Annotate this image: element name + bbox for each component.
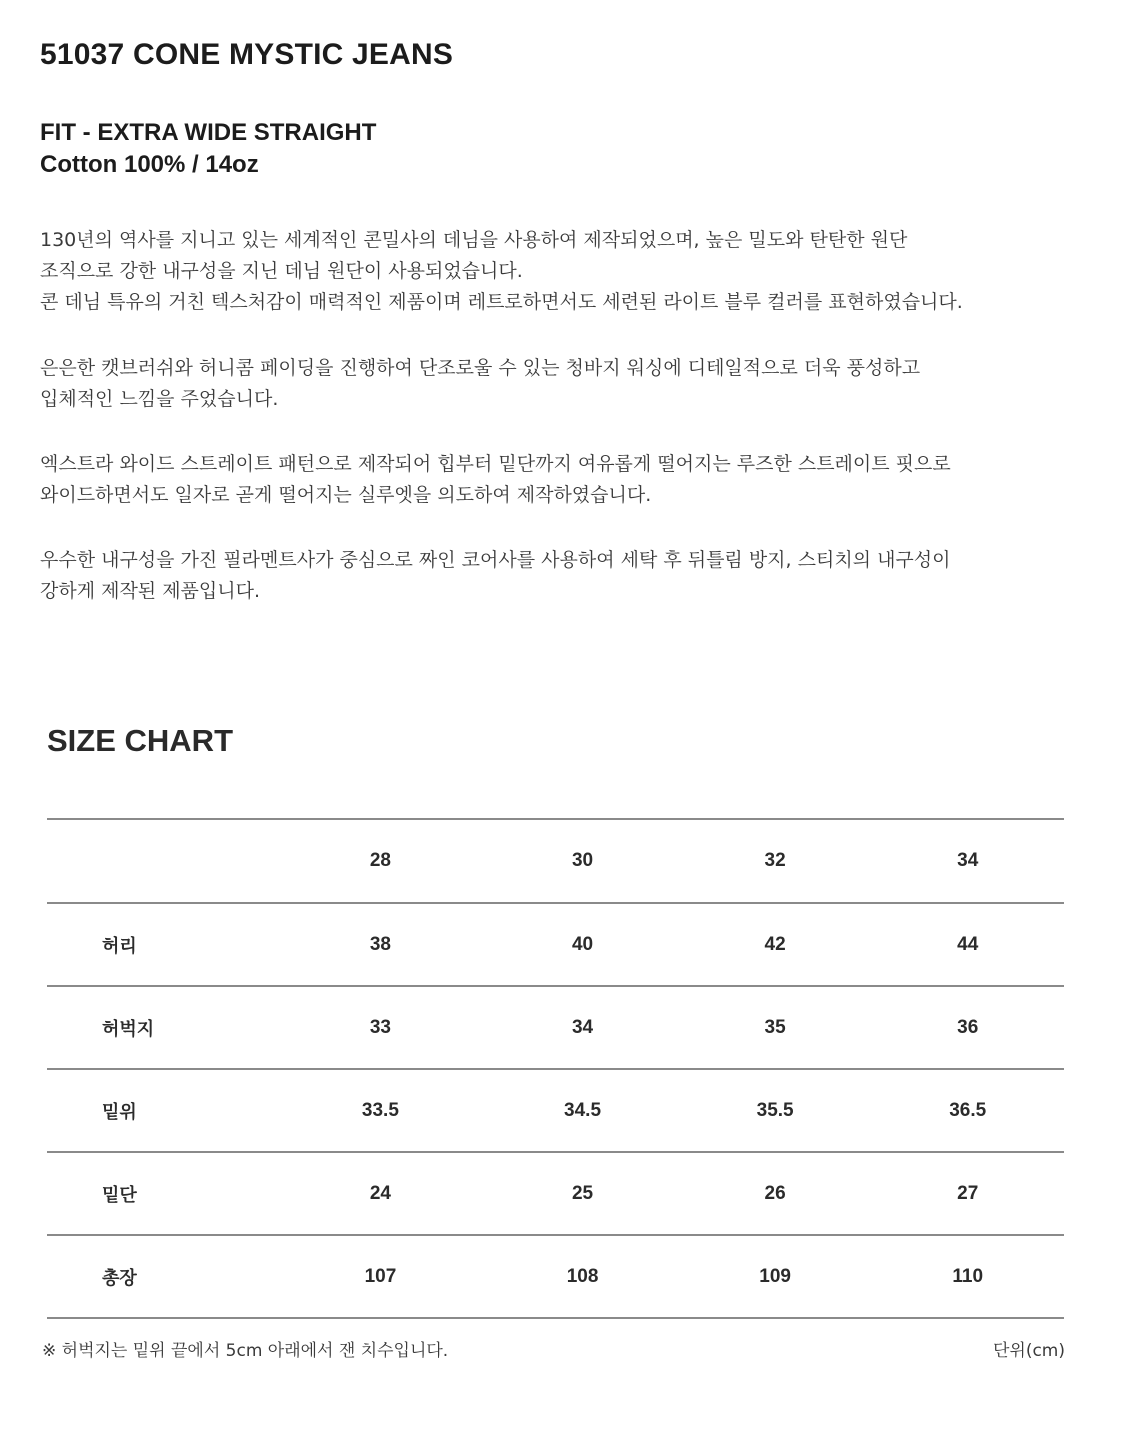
table-cell: 36 [871,986,1064,1069]
table-row-thigh [47,986,1064,1069]
table-row-length [47,1235,1064,1318]
table-cell: 33 [275,986,487,1069]
description-line: 우수한 내구성을 가진 필라멘트사가 중심으로 짜인 코어사를 사용하여 세탁 후 뒤틀림 방지, 스티치의 내구성이 [40,549,951,571]
size-chart-table [47,818,1064,1319]
size-header-30: 30 [486,819,679,903]
table-cell: 109 [679,1235,872,1318]
table-cell: 110 [871,1235,1064,1318]
row-label-thigh: 허벅지 [47,986,275,1069]
size-chart-title: SIZE CHART [47,723,233,758]
table-cell: 36.5 [871,1069,1064,1152]
measurement-footnote: ※ 허벅지는 밑위 끝에서 5cm 아래에서 잰 치수입니다. [42,1341,449,1361]
row-label-length: 총장 [47,1235,275,1318]
row-label-waist: 허리 [47,903,275,986]
table-cell: 34.5 [486,1069,679,1152]
table-row-hem [47,1152,1064,1235]
table-cell: 35 [679,986,872,1069]
row-label-rise: 밑위 [47,1069,275,1152]
table-cell: 40 [486,903,679,986]
fit-spec: FIT - EXTRA WIDE STRAIGHT [40,119,377,146]
description-line: 조직으로 강한 내구성을 지닌 데님 원단이 사용되었습니다. [40,260,523,282]
row-label-hem: 밑단 [47,1152,275,1235]
size-header-34: 34 [871,819,1064,903]
fabric-spec: Cotton 100% / 14oz [40,151,259,178]
description-line: 130년의 역사를 지니고 있는 세계적인 콘밀사의 데님을 사용하여 제작되었으며, 높은 밀도와 탄탄한 원단 [40,229,908,251]
table-cell: 33.5 [275,1069,487,1152]
description-paragraph-3 [40,449,1115,511]
table-cell: 24 [275,1152,487,1235]
size-header-32: 32 [679,819,872,903]
description-line: 엑스트라 와이드 스트레이트 패턴으로 제작되어 힙부터 밑단까지 여유롭게 떨어지는 루즈한 스트레이트 핏으로 [40,453,951,475]
table-cell: 27 [871,1152,1064,1235]
description-line: 콘 데님 특유의 거친 텍스처감이 매력적인 제품이며 레트로하면서도 세련된 라이트 블루 컬러를 표현하였습니다. [40,291,963,313]
table-cell: 25 [486,1152,679,1235]
description-line: 은은한 캣브러쉬와 허니콤 페이딩을 진행하여 단조로울 수 있는 청바지 워싱에 디테일적으로 더욱 풍성하고 [40,357,921,379]
table-cell: 34 [486,986,679,1069]
product-title: 51037 CONE MYSTIC JEANS [40,38,454,71]
description-line: 강하게 제작된 제품입니다. [40,580,261,602]
description-paragraph-4 [40,545,1115,607]
table-cell: 26 [679,1152,872,1235]
table-cell: 44 [871,903,1064,986]
description-line: 와이드하면서도 일자로 곧게 떨어지는 실루엣을 의도하여 제작하였습니다. [40,484,652,506]
table-cell: 108 [486,1235,679,1318]
size-header-28: 28 [275,819,487,903]
table-cell: 38 [275,903,487,986]
table-row-rise [47,1069,1064,1152]
table-cell: 107 [275,1235,487,1318]
unit-label: 단위(cm) [992,1341,1065,1361]
table-cell: 35.5 [679,1069,872,1152]
table-row-waist [47,903,1064,986]
description-line: 입체적인 느낌을 주었습니다. [40,388,279,410]
description-paragraph-2 [40,353,1115,415]
table-cell: 42 [679,903,872,986]
header-blank-cell [47,819,275,903]
size-header-row [47,819,1064,903]
description-paragraph-1 [40,225,1115,318]
